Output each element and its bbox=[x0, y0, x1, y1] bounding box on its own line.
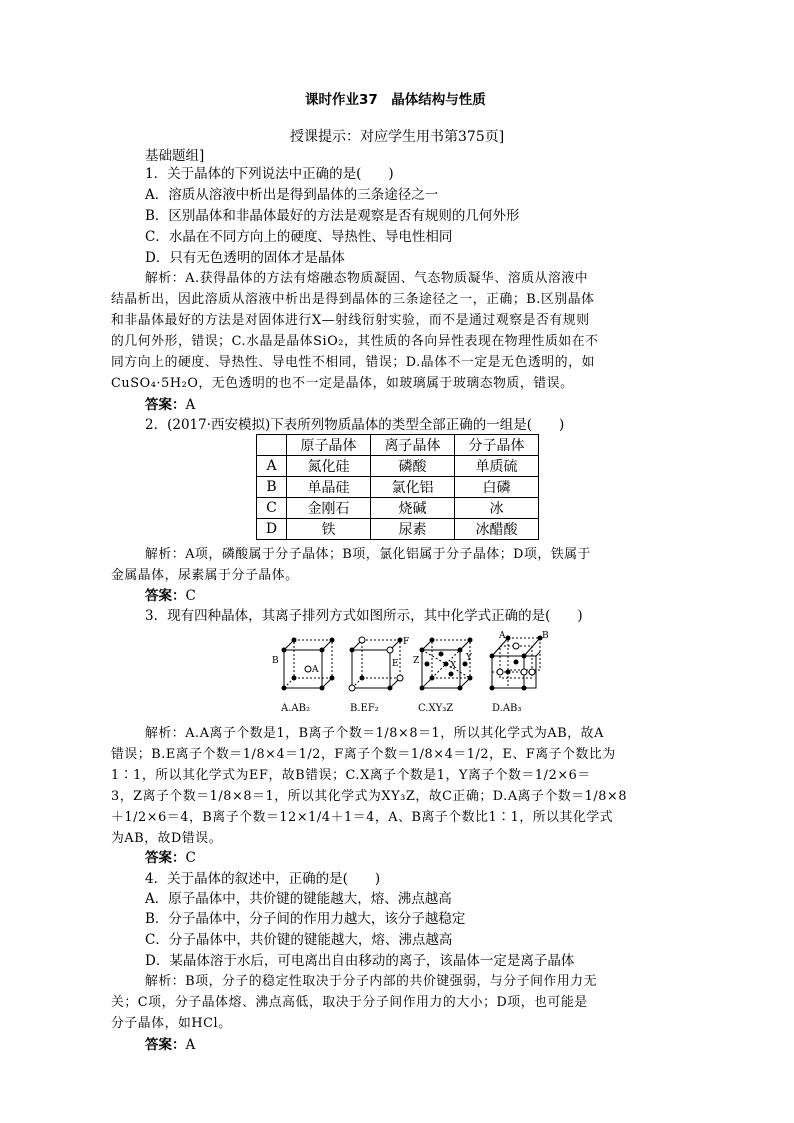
q1-option-b: B．区别晶体和非晶体最好的方法是观察是否有规则的几何外形 bbox=[145, 208, 520, 224]
label-a4: A bbox=[499, 631, 506, 641]
q4-analysis-line: 关；C项，分子晶体熔、沸点高低，取决于分子间作用力的大小；D项，也可能是 bbox=[111, 995, 588, 1010]
answer-value: A bbox=[185, 1037, 196, 1053]
q1-stem: 1．关于晶体的下列说法中正确的是( ) bbox=[145, 166, 394, 182]
label-z3: Z bbox=[413, 656, 420, 666]
figure-caption-c: C.XY₃Z bbox=[418, 703, 454, 714]
table-cell: D bbox=[257, 519, 287, 540]
table-cell: 冰醋酸 bbox=[455, 519, 539, 540]
table-cell: 烧碱 bbox=[371, 498, 455, 519]
table-cell: 单晶硅 bbox=[287, 477, 371, 498]
q4-option-c: C．分子晶体中，共价键的键能越大，熔、沸点越高 bbox=[145, 932, 453, 948]
q2-answer bbox=[145, 587, 196, 605]
table-cell: 尿素 bbox=[371, 519, 455, 540]
label-a1: A bbox=[312, 665, 319, 675]
table-header-row bbox=[257, 435, 539, 456]
table-row bbox=[257, 477, 539, 498]
q4-analysis-line: 分子晶体，如HCl。 bbox=[111, 1016, 232, 1031]
q1-analysis-line: 解析：A.获得晶体的方法有熔融态物质凝固、气态物质凝华、溶质从溶液中 bbox=[145, 271, 589, 286]
table-header-cell bbox=[257, 435, 287, 456]
crystal-type-table bbox=[256, 434, 539, 540]
q1-analysis-line: 同方向上的硬度、导热性、导电性不相同，错误；D.晶体不一定是无色透明的，如 bbox=[111, 355, 595, 370]
answer-label: 答案： bbox=[145, 850, 186, 866]
q4-option-b: B．分子晶体中，分子间的作用力越大，该分子越稳定 bbox=[145, 911, 466, 927]
q2-analysis-line: 解析：A项，磷酸属于分子晶体；B项，氯化铝属于分子晶体；D项，铁属于 bbox=[145, 547, 592, 562]
figure-caption-d: D.AB₃ bbox=[492, 703, 522, 714]
table-cell: 冰 bbox=[455, 498, 539, 519]
unit-cell-a bbox=[284, 640, 332, 688]
q4-analysis-line: 解析：B项，分子的稳定性取决于分子内部的共价键强弱，与分子间作用力无 bbox=[145, 974, 598, 989]
label-y3: Y bbox=[466, 653, 472, 663]
table-header-cell: 分子晶体 bbox=[455, 435, 539, 456]
table-cell: 白磷 bbox=[455, 477, 539, 498]
answer-label: 答案： bbox=[145, 397, 186, 413]
q3-analysis-line: ＋1/2×6＝4，B离子个数＝12×1/4＋1＝4，A、B离子个数比1∶1，所以其化学式 bbox=[111, 810, 614, 825]
q3-analysis-line: 错误；B.E离子个数＝1/8×4＝1/2，F离子个数＝1/8×4＝1/2，E、F离子个数比为 bbox=[111, 747, 616, 762]
table-row bbox=[257, 498, 539, 519]
table-cell: B bbox=[257, 477, 287, 498]
q1-analysis-line: 的几何外形，错误；C.水晶是晶体SiO₂，其性质的各向异性表现在物理性质如在不 bbox=[111, 334, 599, 349]
q3-stem: 3．现有四种晶体，其离子排列方式如图所示，其中化学式正确的是( ) bbox=[145, 608, 583, 624]
q4-stem: 4．关于晶体的叙述中，正确的是( ) bbox=[145, 871, 381, 887]
q1-option-d: D．只有无色透明的固体才是晶体 bbox=[145, 250, 345, 266]
label-b1: B bbox=[272, 656, 279, 666]
q4-option-d: D．某晶体溶于水后，可电离出自由移动的离子，该晶体一定是离子晶体 bbox=[145, 953, 575, 969]
answer-value: C bbox=[185, 850, 196, 866]
q1-option-c: C．水晶在不同方向上的硬度、导热性、导电性相同 bbox=[145, 229, 453, 245]
q4-option-a: A．原子晶体中，共价键的键能越大，熔、沸点越高 bbox=[145, 891, 452, 907]
label-x3: X bbox=[450, 661, 457, 671]
q3-answer bbox=[145, 849, 196, 867]
answer-label: 答案： bbox=[145, 588, 186, 604]
q1-analysis-line: 和非晶体最好的方法是对固体进行X—射线衍射实验，而不是通过观察是否有规则 bbox=[111, 313, 590, 328]
section-title: 基础题组] bbox=[145, 148, 205, 164]
table-cell: 氯化铝 bbox=[371, 477, 455, 498]
table-cell: 金刚石 bbox=[287, 498, 371, 519]
q2-analysis-line: 金属晶体，尿素属于分子晶体。 bbox=[111, 568, 299, 583]
table-row bbox=[257, 456, 539, 477]
answer-label: 答案： bbox=[145, 1037, 186, 1053]
table-cell: 磷酸 bbox=[371, 456, 455, 477]
q3-analysis-line: 1∶1，所以其化学式为EF，故B错误；C.X离子个数是1，Y离子个数＝1/2×6＝ bbox=[111, 768, 591, 783]
lesson-hint: 授课提示：对应学生用书第375页] bbox=[290, 129, 505, 145]
q3-analysis-line: 为AB，故D错误。 bbox=[111, 831, 223, 846]
figure-caption-b: B.EF₂ bbox=[350, 703, 379, 714]
table-cell: 单质硫 bbox=[455, 456, 539, 477]
table-cell: A bbox=[257, 456, 287, 477]
q1-option-a: A．溶质从溶液中析出是得到晶体的三条途径之一 bbox=[145, 187, 439, 203]
table-header-cell: 原子晶体 bbox=[287, 435, 371, 456]
label-f2: F bbox=[403, 637, 410, 647]
q1-analysis-line: 结晶析出，因此溶质从溶液中析出是得到晶体的三条途径之一，正确；B.区别晶体 bbox=[111, 292, 595, 307]
q1-analysis-line: CuSO₄·5H₂O，无色透明的也不一定是晶体，如玻璃属于玻璃态物质，错误。 bbox=[111, 376, 574, 391]
label-b4: B bbox=[542, 631, 549, 641]
table-cell: 氮化硅 bbox=[287, 456, 371, 477]
q3-analysis-line: 解析：A.A离子个数是1，B离子个数＝1/8×8＝1，所以其化学式为AB，故A bbox=[145, 726, 604, 741]
page-title: 课时作业37 晶体结构与性质 bbox=[305, 92, 486, 108]
table-cell: C bbox=[257, 498, 287, 519]
answer-value: A bbox=[185, 397, 196, 413]
table-row bbox=[257, 519, 539, 540]
q2-stem: 2．(2017·西安模拟)下表所列物质晶体的类型全部正确的一组是( ) bbox=[145, 417, 565, 433]
q1-answer bbox=[145, 396, 195, 414]
table-header-cell: 离子晶体 bbox=[371, 435, 455, 456]
label-e2: E bbox=[392, 659, 399, 669]
answer-value: C bbox=[185, 588, 196, 604]
q4-answer bbox=[145, 1036, 195, 1054]
table-cell: 铁 bbox=[287, 519, 371, 540]
q3-analysis-line: 3，Z离子个数＝1/8×8＝1，所以其化学式为XY₃Z，故C正确；D.A离子个数＝1/8×8 bbox=[111, 789, 628, 804]
figure-caption-a: A.AB₂ bbox=[281, 703, 310, 714]
